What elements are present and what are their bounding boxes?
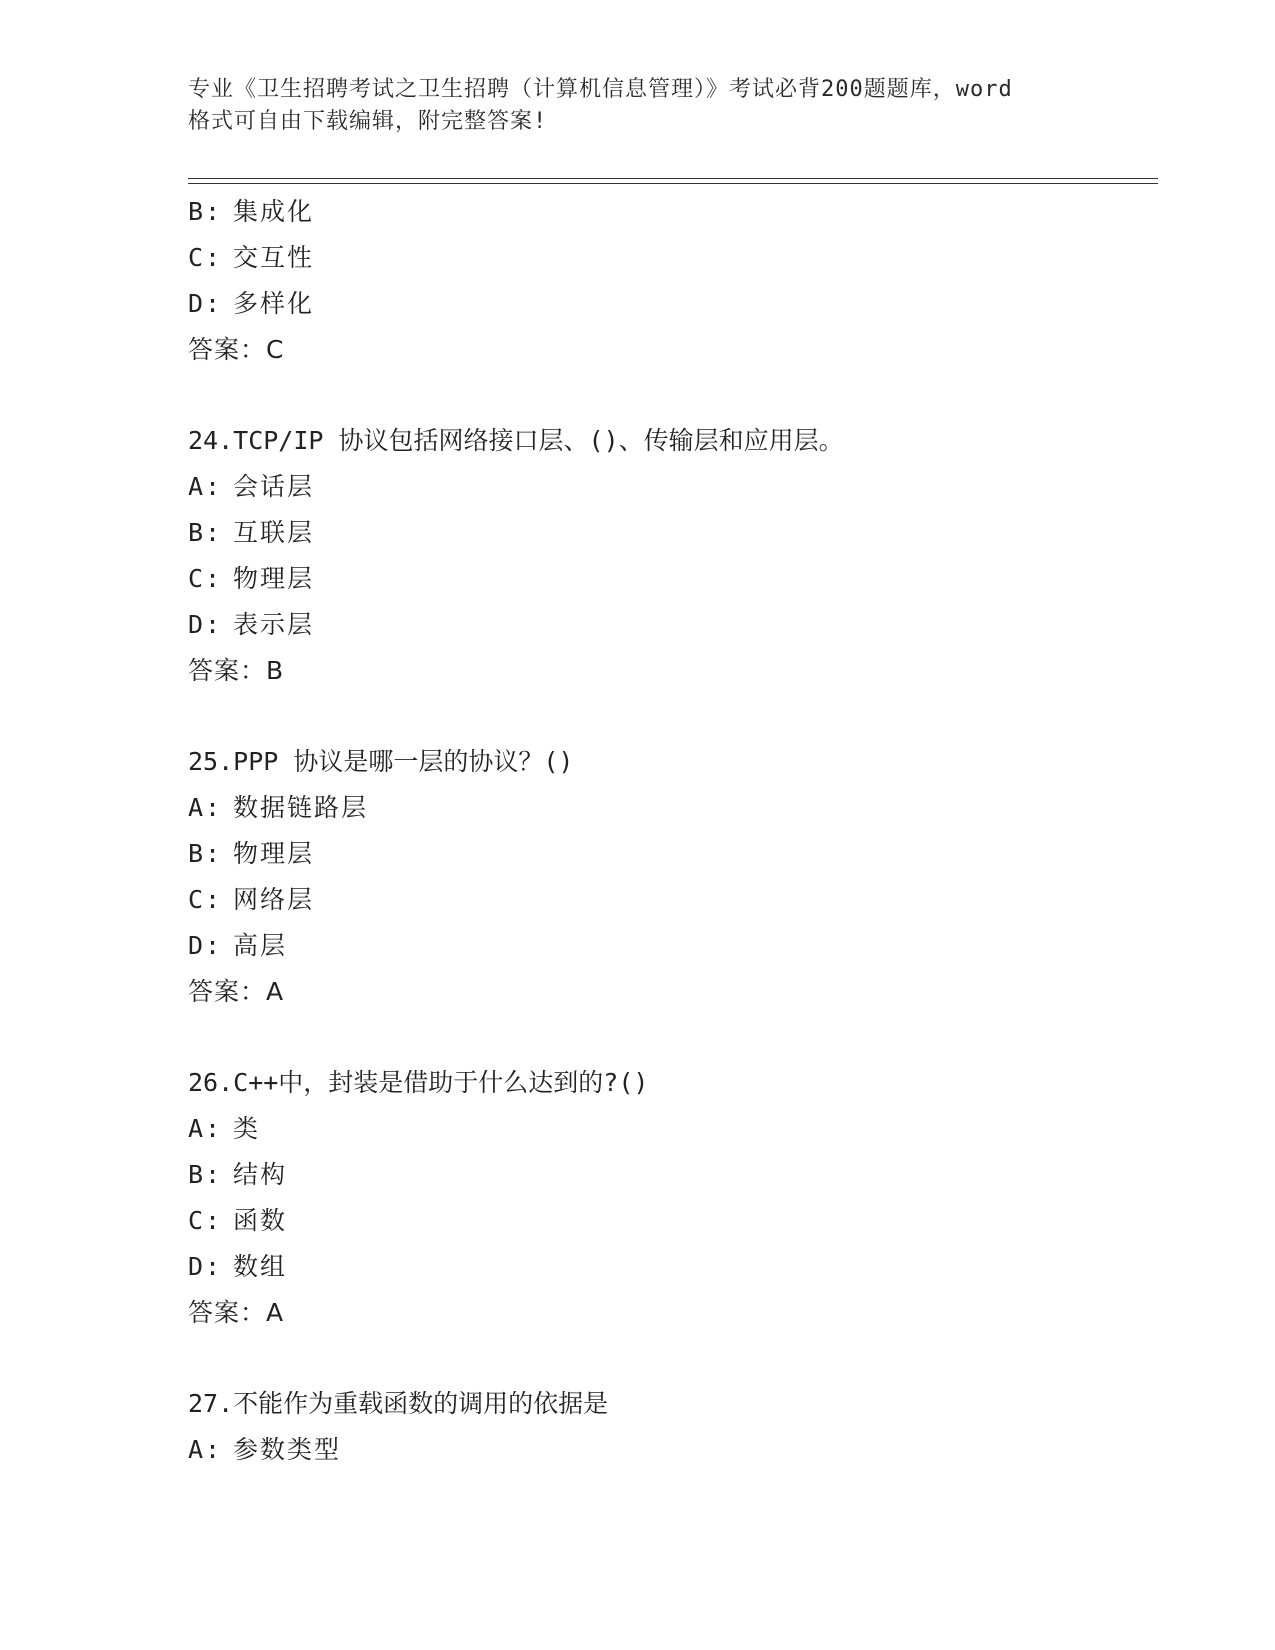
option-a: A: 数据链路层 (188, 793, 369, 822)
option-b: B: 互联层 (188, 518, 315, 547)
header-line-2: 格式可自由下载编辑，附完整答案! (188, 109, 548, 134)
option-d: D: 数组 (188, 1252, 288, 1281)
option-d: D: 高层 (188, 931, 288, 960)
question-stem: 26.C++中，封装是借助于什么达到的?() (188, 1068, 649, 1097)
option-a: A: 会话层 (188, 472, 315, 501)
question-stem: 27.不能作为重载函数的调用的依据是 (188, 1389, 609, 1418)
question-26 (188, 1060, 1148, 1336)
answer: 答案：A (188, 1298, 285, 1327)
header-line-1: 专业《卫生招聘考试之卫生招聘（计算机信息管理）》考试必背200题题库，word (188, 77, 1013, 102)
option-a: A: 类 (188, 1114, 261, 1143)
question-27 (188, 1381, 1148, 1473)
option-c: C: 物理层 (188, 564, 315, 593)
option-d: D: 表示层 (188, 610, 315, 639)
header-divider-bottom (188, 183, 1158, 184)
question-25 (188, 739, 1148, 1015)
option-a: A: 参数类型 (188, 1435, 342, 1464)
question-list (188, 189, 1148, 1473)
question-stem: 24.TCP/IP 协议包括网络接口层、()、传输层和应用层。 (188, 426, 844, 455)
option-b: B: 物理层 (188, 839, 315, 868)
answer: 答案：A (188, 977, 285, 1006)
option-c: C: 交互性 (188, 243, 315, 272)
option-c: C: 网络层 (188, 885, 315, 914)
document-header (188, 74, 1088, 138)
option-b: B: 结构 (188, 1160, 288, 1189)
question-continued (188, 189, 1148, 373)
question-24 (188, 418, 1148, 694)
question-stem: 25.PPP 协议是哪一层的协议？() (188, 747, 574, 776)
option-b: B: 集成化 (188, 197, 315, 226)
header-divider-top (188, 178, 1158, 179)
answer: 答案：C (188, 335, 285, 364)
option-d: D: 多样化 (188, 289, 315, 318)
option-c: C: 函数 (188, 1206, 288, 1235)
answer: 答案：B (188, 656, 285, 685)
